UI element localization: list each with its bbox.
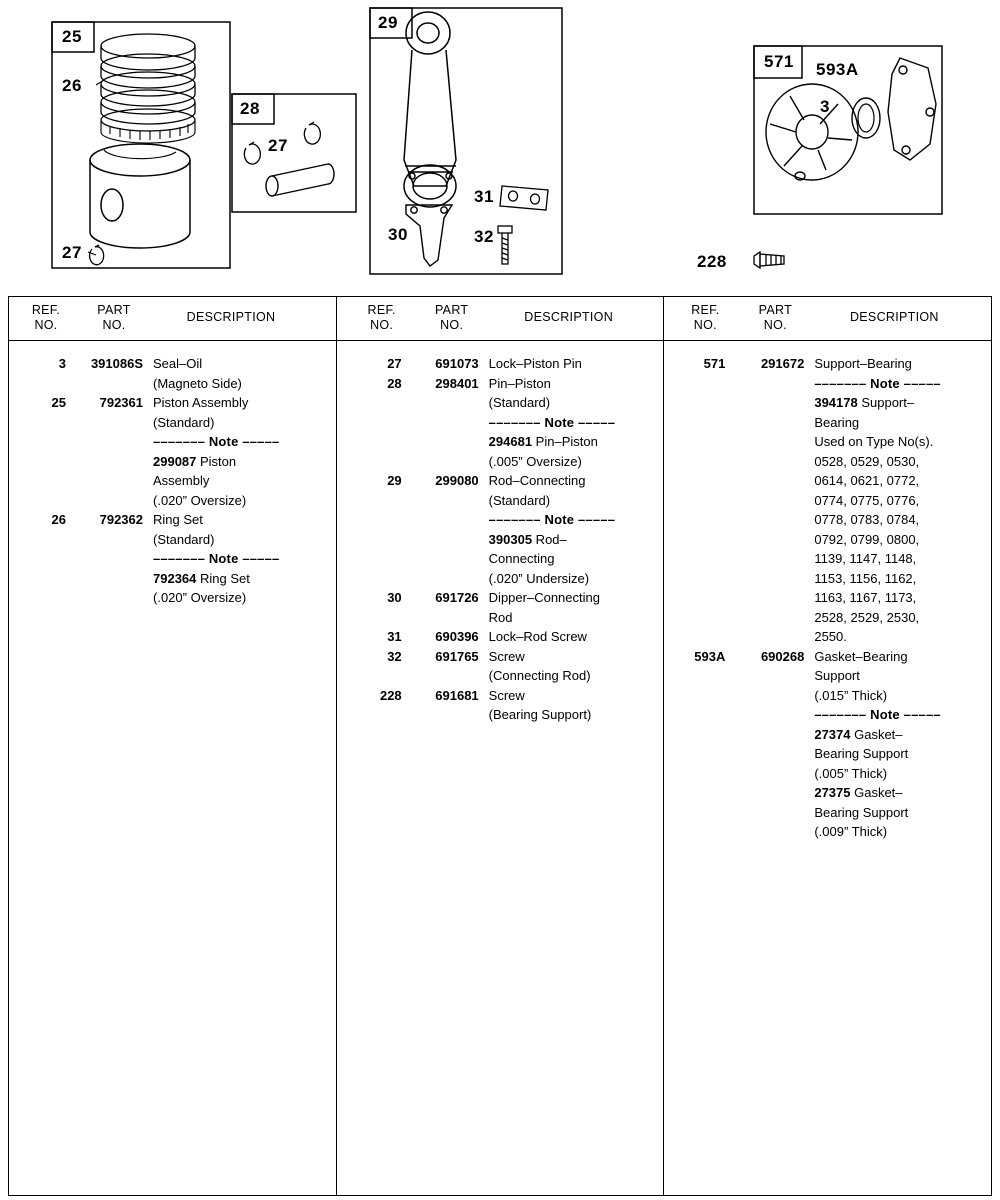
- callout-28: 28: [240, 99, 260, 118]
- description-line: Rod–Connecting: [488, 473, 586, 488]
- column-header-1: [9, 297, 336, 341]
- description-line: Screw: [488, 687, 525, 703]
- cell-description: [487, 471, 664, 588]
- description-line: 1139, 1147, 1148,: [814, 551, 917, 566]
- cell-ref-no: 571: [703, 356, 726, 371]
- description-line: (.020” Oversize): [153, 590, 247, 605]
- note-separator: ––––––– Note –––––: [814, 707, 941, 722]
- parts-column-3: [663, 297, 991, 1195]
- table-row: [337, 374, 664, 472]
- description-line: Bearing: [814, 414, 860, 430]
- description-line: 294681 Pin–Piston: [488, 434, 598, 449]
- callout-571: 571: [764, 52, 794, 71]
- callout-31: 31: [474, 187, 494, 206]
- callout-30: 30: [388, 225, 408, 244]
- header-description: DESCRIPTION: [524, 310, 614, 324]
- description-line: 0792, 0799, 0800,: [814, 531, 920, 547]
- cell-ref-no: 26: [51, 512, 66, 527]
- description-line: Bearing Support: [814, 746, 909, 761]
- cell-description: [812, 647, 991, 842]
- illustration-svg: [0, 0, 1000, 292]
- table-row: [337, 686, 664, 725]
- description-line: 2550.: [814, 629, 847, 644]
- cell-part-no: 792361: [99, 395, 143, 410]
- description-line: (Standard): [488, 492, 551, 508]
- description-line: (.020” Undersize): [488, 570, 590, 586]
- callout-32: 32: [474, 227, 494, 246]
- description-line: (Standard): [153, 531, 215, 547]
- table-row: [9, 510, 336, 608]
- cell-part-no: 298401: [435, 375, 479, 391]
- description-line: Seal–Oil: [153, 356, 203, 371]
- header-ref-line1: REF.: [31, 303, 61, 317]
- note-separator: ––––––– Note –––––: [488, 414, 616, 430]
- header-part-no: [75, 303, 153, 333]
- header-description: DESCRIPTION: [849, 310, 939, 324]
- header-part-line1: PART: [758, 303, 793, 317]
- description-line: 0528, 0529, 0530,: [814, 453, 920, 469]
- description-line: Used on Type No(s).: [814, 434, 934, 449]
- description-line: 0774, 0775, 0776,: [814, 492, 920, 508]
- header-ref-line2: NO.: [693, 318, 717, 332]
- description-line: Dipper–Connecting: [488, 590, 600, 605]
- callout-26: 26: [62, 76, 82, 95]
- description-line: Rod: [488, 609, 513, 625]
- header-part-line2: NO.: [102, 318, 126, 332]
- parts-column-2: [336, 297, 664, 1195]
- description-line: 792364 Ring Set: [153, 570, 250, 586]
- table-row: [9, 354, 336, 393]
- cell-description: [487, 686, 664, 725]
- description-line: (.020” Oversize): [153, 492, 247, 508]
- cell-description: [151, 354, 336, 393]
- cell-part-no: 690396: [435, 629, 479, 644]
- description-line: 1153, 1156, 1162,: [814, 570, 917, 586]
- cell-ref-no: 31: [387, 629, 402, 644]
- note-separator: ––––––– Note –––––: [153, 551, 280, 566]
- description-line: Gasket–Bearing: [814, 648, 908, 664]
- cell-part-no: 299080: [435, 473, 479, 488]
- cell-ref-no: 29: [387, 473, 402, 488]
- header-part-line2: NO.: [763, 318, 787, 332]
- description-line: 1163, 1167, 1173,: [814, 590, 917, 605]
- cell-description: [151, 510, 336, 608]
- cell-description: [151, 393, 336, 510]
- description-line: Support: [814, 668, 860, 683]
- cell-ref-no: 25: [51, 395, 66, 410]
- rows-container-3: [664, 341, 991, 842]
- table-row: [337, 471, 664, 588]
- callout-29: 29: [378, 13, 398, 32]
- header-part-line1: PART: [97, 303, 131, 317]
- parts-table: [8, 296, 992, 1196]
- column-header-2: [337, 297, 664, 341]
- rows-container-1: [9, 341, 336, 608]
- table-row: [664, 647, 991, 842]
- rows-container-2: [337, 341, 664, 725]
- header-part-line2: NO.: [440, 318, 464, 332]
- note-separator: ––––––– Note –––––: [153, 434, 280, 449]
- description-line: Lock–Piston Pin: [488, 356, 582, 371]
- table-row: [337, 354, 664, 374]
- header-ref-line1: REF.: [367, 303, 396, 317]
- description-line: 0614, 0621, 0772,: [814, 473, 920, 488]
- callout-27-a: 27: [62, 243, 82, 262]
- cell-description: [487, 374, 664, 472]
- note-separator: ––––––– Note –––––: [814, 375, 941, 391]
- cell-description: [487, 647, 664, 686]
- callout-593a: 593A: [816, 60, 859, 79]
- description-line: Connecting: [488, 551, 555, 566]
- cell-part-no: 792362: [99, 512, 143, 527]
- note-separator: ––––––– Note –––––: [488, 512, 616, 527]
- description-line: (.005” Oversize): [488, 453, 582, 469]
- table-row: [9, 393, 336, 510]
- description-line: Piston Assembly: [153, 395, 249, 410]
- header-ref-no: [674, 303, 736, 333]
- header-ref-line2: NO.: [34, 318, 58, 332]
- description-line: (Bearing Support): [488, 707, 592, 722]
- cell-part-no: 391086S: [90, 356, 143, 371]
- table-row: [337, 627, 664, 647]
- description-line: (Connecting Rod): [488, 668, 591, 683]
- description-line: (.009” Thick): [814, 824, 888, 839]
- cell-ref-no: 593A: [694, 648, 726, 664]
- illustration-area: [0, 0, 1000, 290]
- header-description: DESCRIPTION: [186, 310, 276, 324]
- description-line: 27374 Gasket–: [814, 726, 903, 742]
- cell-ref-no: 27: [387, 356, 402, 371]
- header-part-no: [413, 303, 491, 333]
- cell-part-no: 690268: [760, 648, 805, 664]
- cell-description: [487, 627, 664, 647]
- description-line: 394178 Support–: [814, 395, 915, 410]
- description-line: Pin–Piston: [488, 375, 551, 391]
- cell-part-no: 691073: [435, 356, 479, 371]
- description-line: Assembly: [153, 473, 210, 488]
- cell-description: [487, 354, 664, 374]
- description-line: (.015” Thick): [814, 687, 888, 703]
- cell-part-no: 691726: [435, 590, 479, 605]
- header-ref-line1: REF.: [691, 303, 720, 317]
- table-row: [664, 354, 991, 647]
- callout-27-b: 27: [268, 136, 288, 155]
- table-row: [337, 588, 664, 627]
- description-line: 2528, 2529, 2530,: [814, 609, 920, 625]
- cell-ref-no: 228: [379, 687, 402, 703]
- cell-description: [812, 354, 991, 647]
- description-line: Ring Set: [153, 512, 203, 527]
- description-line: Screw: [488, 648, 525, 664]
- cell-ref-no: 32: [387, 648, 402, 664]
- description-line: 0778, 0783, 0784,: [814, 512, 920, 527]
- cell-ref-no: 28: [387, 375, 402, 391]
- cell-part-no: 291672: [760, 356, 805, 371]
- description-line: (.005” Thick): [814, 765, 888, 781]
- description-line: (Magneto Side): [153, 375, 242, 391]
- callout-228: 228: [697, 252, 727, 271]
- header-part-line1: PART: [434, 303, 469, 317]
- callout-25: 25: [62, 27, 82, 46]
- description-line: 27375 Gasket–: [814, 785, 903, 800]
- description-line: Support–Bearing: [814, 356, 912, 371]
- callout-3: 3: [820, 97, 830, 116]
- column-header-3: [664, 297, 991, 341]
- description-line: 299087 Piston: [153, 453, 237, 469]
- parts-column-1: [9, 297, 336, 1195]
- header-ref-line2: NO.: [370, 318, 394, 332]
- cell-description: [487, 588, 664, 627]
- description-line: Lock–Rod Screw: [488, 629, 587, 644]
- header-part-no: [736, 303, 814, 333]
- header-ref-no: [351, 303, 413, 333]
- description-line: 390305 Rod–: [488, 531, 567, 547]
- table-row: [337, 647, 664, 686]
- cell-ref-no: 30: [387, 590, 402, 605]
- cell-part-no: 691681: [435, 687, 479, 703]
- cell-ref-no: 3: [58, 356, 66, 371]
- header-ref-no: [15, 303, 77, 333]
- description-line: Bearing Support: [814, 804, 909, 820]
- description-line: (Standard): [153, 414, 215, 430]
- cell-part-no: 691765: [435, 648, 479, 664]
- description-line: (Standard): [488, 395, 551, 410]
